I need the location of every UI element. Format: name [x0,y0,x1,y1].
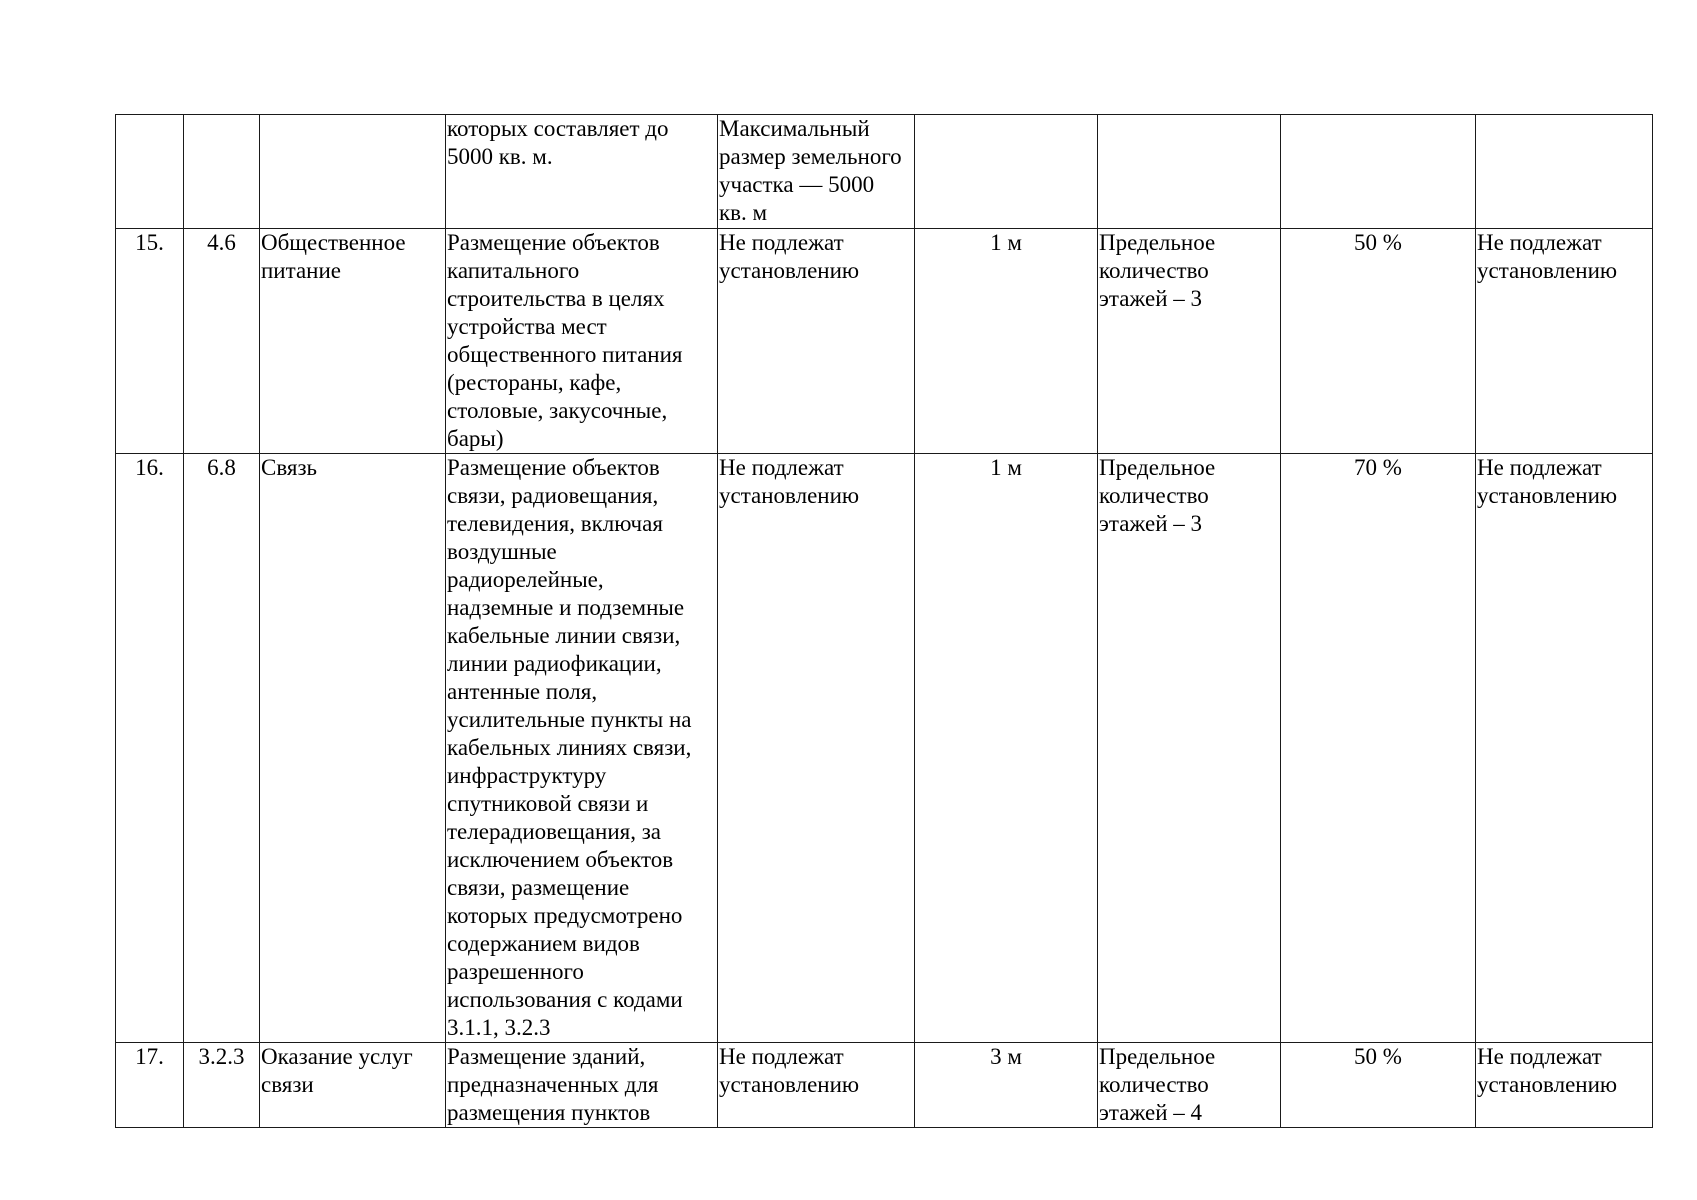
table-row [116,115,1653,229]
setback-cell: 3 м [915,1043,1098,1128]
coverage-cell [1281,115,1476,229]
use-name-cell: Связь [260,454,446,1043]
use-description-cell: Размещение объектов капитального строительства в целях устройства мест общественного питания (рестораны, кафе, столовые, закусочные, бары) [446,229,718,454]
coverage-cell: 50 % [1281,1043,1476,1128]
plot-size-cell: Не подлежат установлению [718,229,915,454]
use-code-cell: 6.8 [184,454,260,1043]
row-number-cell: 16. [116,454,184,1043]
use-description-cell: Размещение объектов связи, радиовещания, телевидения, включая воздушные радиорелейные, надземные и подземные кабельные линии связи, линии радиофикации, антенные поля, усилительные пункты на кабельных линиях связи, инфраструктуру спутниковой связи и телерадиовещания, за исключением объектов связи, размещение которых предусмотрено содержанием видов разрешенного использования с кодами 3.1.1, 3.2.3 [446,454,718,1043]
use-code-cell: 3.2.3 [184,1043,260,1128]
other-params-cell [1476,115,1653,229]
table-row [116,454,1653,1043]
other-params-cell: Не подлежат установлению [1476,229,1653,454]
use-code-cell: 4.6 [184,229,260,454]
setback-cell: 1 м [915,229,1098,454]
setback-cell: 1 м [915,454,1098,1043]
other-params-cell: Не подлежат установлению [1476,1043,1653,1128]
use-name-cell [260,115,446,229]
floors-cell: Предельное количество этажей – 3 [1098,454,1281,1043]
table-row [116,229,1653,454]
use-name-cell: Оказание услуг связи [260,1043,446,1128]
floors-cell: Предельное количество этажей – 3 [1098,229,1281,454]
table-row [116,1043,1653,1128]
use-code-cell [184,115,260,229]
use-description-cell: которых составляет до 5000 кв. м. [446,115,718,229]
row-number-cell: 17. [116,1043,184,1128]
plot-size-cell: Не подлежат установлению [718,454,915,1043]
floors-cell: Предельное количество этажей – 4 [1098,1043,1281,1128]
other-params-cell: Не подлежат установлению [1476,454,1653,1043]
coverage-cell: 70 % [1281,454,1476,1043]
floors-cell [1098,115,1281,229]
use-description-cell: Размещение зданий, предназначенных для размещения пунктов [446,1043,718,1128]
coverage-cell: 50 % [1281,229,1476,454]
row-number-cell: 15. [116,229,184,454]
setback-cell [915,115,1098,229]
land-use-regulations-table [115,114,1653,1128]
row-number-cell [116,115,184,229]
plot-size-cell: Максимальный размер земельного участка — 5000 кв. м [718,115,915,229]
plot-size-cell: Не подлежат установлению [718,1043,915,1128]
use-name-cell: Общественное питание [260,229,446,454]
